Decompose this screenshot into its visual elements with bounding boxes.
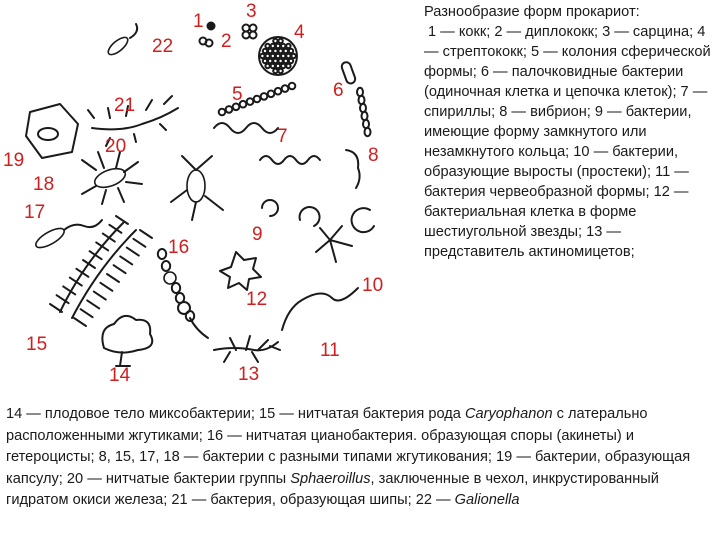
genus-caryophanon: Caryophanon — [464, 406, 553, 422]
genus-galionella: Galionella — [454, 492, 520, 509]
form-7-spirilla — [214, 123, 320, 164]
label-6: 6 — [333, 80, 344, 101]
form-22-galionella — [106, 24, 138, 58]
label-3: 3 — [246, 1, 257, 22]
caption-bottom-part2: с латерально расположенными жгутиками; 16 — нитчатая цианобактерия. образующая споры (акинеты) и гетероцисты; 8, 15, 17, 18 — бактерии с разными типами жгутикования; 19 — бактерии, образующая капсулу; 20 — нитчатые бактерии группы — [6, 406, 691, 487]
label-12: 12 — [246, 289, 268, 310]
form-14-myxobacteria-fruiting-body — [102, 316, 152, 366]
label-14: 14 — [109, 365, 131, 386]
label-11: 11 — [320, 340, 340, 361]
label-17: 17 — [24, 202, 46, 223]
form-8-vibrio — [346, 150, 360, 188]
label-8: 8 — [368, 145, 379, 166]
label-20: 20 — [105, 136, 127, 157]
label-10: 10 — [362, 275, 384, 296]
label-15: 15 — [26, 334, 48, 355]
central-monotrichous-cell — [171, 156, 223, 220]
label-21: 21 — [114, 95, 136, 116]
form-5-spherical-colony — [259, 37, 297, 75]
label-9: 9 — [252, 224, 263, 245]
caption-bottom-part3: , заключенные в чехол, инкрустированный гидратом окиси железа; 21 — бактерия, образующая шипы; 22 — — [6, 470, 659, 509]
form-13-actinomycete — [214, 336, 280, 362]
form-12-hexagonal-star — [220, 252, 261, 290]
form-4-streptococcus — [219, 83, 296, 116]
form-16-filamentous-cyanobacterium — [158, 249, 208, 338]
label-1: 1 — [193, 11, 204, 32]
label-19: 19 — [3, 150, 25, 171]
label-2: 2 — [221, 31, 232, 52]
label-22: 22 — [152, 36, 174, 57]
form-11-worm-bacteria — [282, 288, 358, 330]
form-3-sarcina — [243, 25, 257, 39]
genus-sphaeroillus: Sphaeroillus — [290, 470, 371, 487]
caption-bottom-part1: 14 — плодовое тело миксобактерии; 15 — нитчатая бактерия рода — [6, 406, 465, 422]
label-7: 7 — [277, 126, 288, 147]
caption-body-right — [424, 22, 716, 262]
form-9-ring-bacteria — [262, 200, 374, 232]
form-1-coccus — [207, 22, 215, 30]
caption-heading: Разнообразие форм прокариот: — [424, 4, 640, 20]
caption-right — [424, 2, 716, 262]
label-13: 13 — [238, 364, 260, 385]
form-10-prosthecate-bacteria — [316, 226, 352, 262]
form-2-diplococcus — [200, 38, 213, 47]
form-15-caryophanon — [50, 216, 152, 326]
caption-bottom — [6, 404, 716, 512]
prokaryote-forms-diagram — [0, 0, 420, 395]
label-16: 16 — [168, 237, 190, 258]
label-4: 4 — [294, 22, 305, 43]
caption-right-text: 1 — кокк; 2 — диплококк; 3 — сарцина; 4 — стрептококк; 5 — колония сферической формы; 6 — палочковидные бактерии (одиночная клетка и цепочка клеток); 7 — спириллы; 8 — вибрион; 9 — бактерии, имеющие форму замкнутого или незамкнутого кольца; 10 — бактерии, образующие выросты (простеки); 11 — бактерия червеобразной формы; 12 — бактериальная клетка в форме шестиугольной звезды; 13 — представитель актиномицетов; — [424, 24, 711, 260]
label-5: 5 — [232, 84, 243, 105]
label-18: 18 — [33, 174, 55, 195]
form-6-rod-bacteria — [340, 61, 370, 136]
form-17-flagellated-rod — [33, 220, 102, 251]
form-19-capsulated-bacterium — [26, 104, 78, 158]
form-18-peritrichous-bacterium — [82, 152, 142, 204]
